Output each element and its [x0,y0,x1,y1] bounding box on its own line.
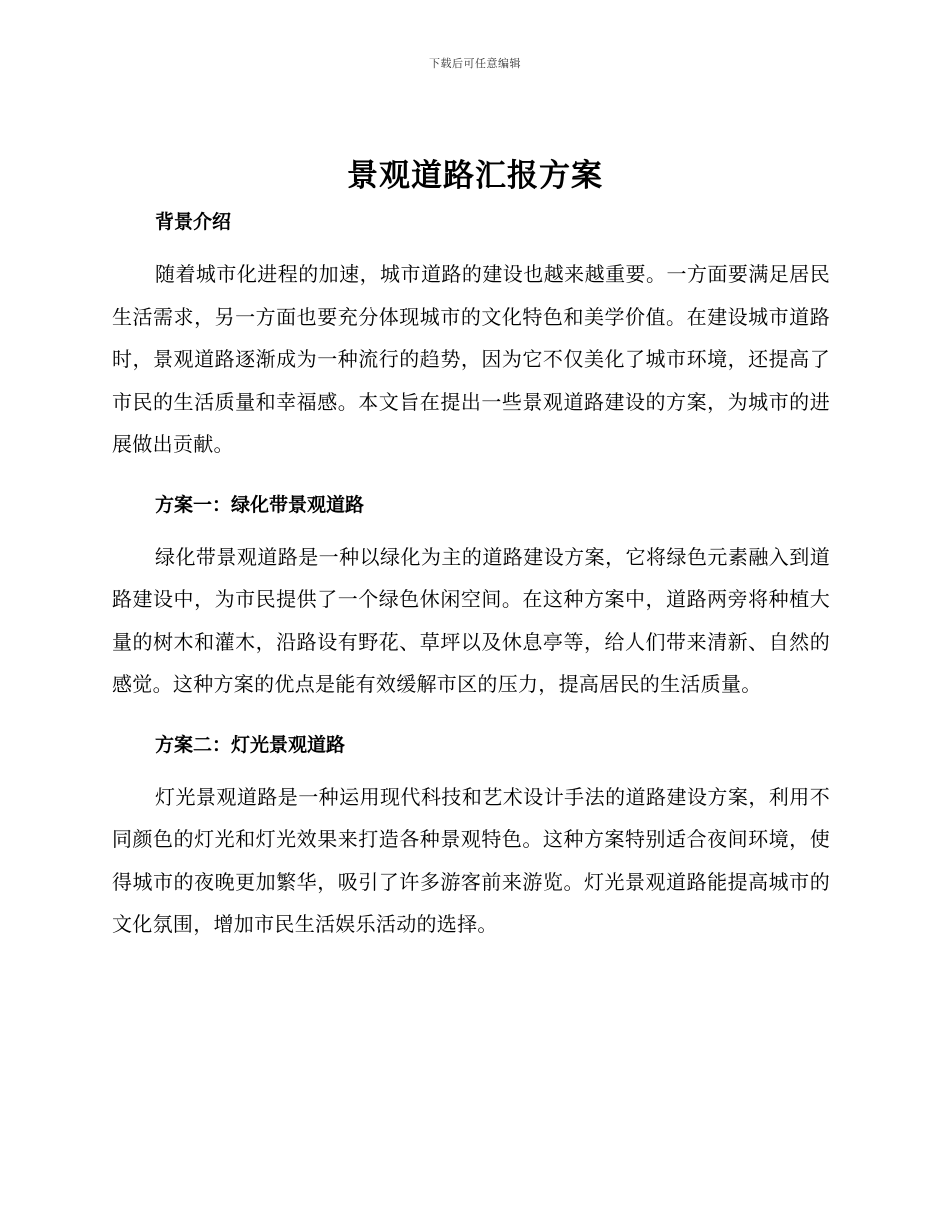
section-plan-two [112,728,830,946]
section-heading: 背景介绍 [155,211,232,233]
section-paragraph: 随着城市化进程的加速，城市道路的建设也越来越重要。一方面要满足居民生活需求，另一方面也要充分体现城市的文化特色和美学价值。在建设城市道路时，景观道路逐渐成为一种流行的趋势，因为它不仅美化了城市环境，还提高了市民的生活质量和幸福感。本文旨在提出一些景观道路建设的方案，为城市的进展做出贡献。 [112,262,830,456]
section-background [112,205,830,466]
section-heading: 方案二：灯光景观道路 [155,733,346,756]
document-title: 景观道路汇报方案 [347,158,603,194]
section-heading: 方案一：绿化带景观道路 [155,493,365,516]
section-paragraph: 灯光景观道路是一种运用现代科技和艺术设计手法的道路建设方案，利用不同颜色的灯光和灯光效果来打造各种景观特色。这种方案特别适合夜间环境，使得城市的夜晚更加繁华，吸引了许多游客前来游览。灯光景观道路能提高城市的文化氛围，增加市民生活娱乐活动的选择。 [112,784,830,936]
section-paragraph: 绿化带景观道路是一种以绿化为主的道路建设方案，它将绿色元素融入到道路建设中，为市民提供了一个绿色休闲空间。在这种方案中，道路两旁将种植大量的树木和灌木，沿路设有野花、草坪以及休息亭等，给人们带来清新、自然的感觉。这种方案的优点是能有效缓解市区的压力，提高居民的生活质量。 [112,544,830,696]
section-plan-one [112,488,830,706]
header-note: 下载后可任意编辑 [429,57,521,70]
document-body [112,205,830,968]
